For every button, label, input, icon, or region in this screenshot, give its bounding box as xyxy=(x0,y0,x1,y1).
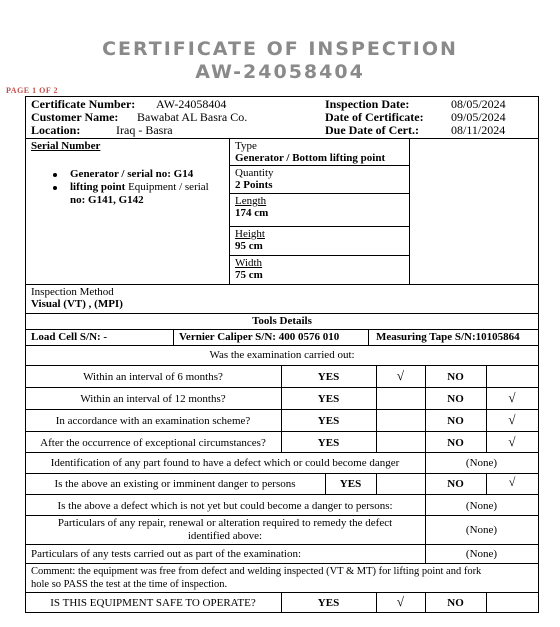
safe-yes-check: √ xyxy=(396,594,405,609)
height-label: Height xyxy=(235,228,265,240)
inspection-date-value: 08/05/2024 xyxy=(451,97,506,111)
bullet-1 xyxy=(53,173,57,177)
height-value: 95 cm xyxy=(235,240,263,252)
exam-row-3-no: NO xyxy=(447,415,464,427)
imminent-danger-yes: YES xyxy=(339,478,362,490)
type-label: Type xyxy=(235,140,257,152)
exam-row-2-no: NO xyxy=(447,393,464,405)
comment-line2: hole so PASS the test at the time of inspection. xyxy=(31,579,228,590)
width-label: Width xyxy=(235,257,263,269)
cert-date-value: 09/05/2024 xyxy=(451,110,506,124)
exam-question: Was the examination carried out: xyxy=(209,349,355,361)
serial-number-label: Serial Number xyxy=(31,140,101,152)
safe-yes: YES xyxy=(317,597,340,609)
tests-value: (None) xyxy=(465,548,498,560)
exam-row-4-yes: YES xyxy=(317,437,340,449)
serial-item-1: Generator / serial no: G14 xyxy=(70,168,194,180)
exam-row-3-label: In accordance with an examination scheme? xyxy=(55,415,251,427)
cert-date-label: Date of Certificate: xyxy=(325,110,424,124)
vernier-caliper: Vernier Caliper S/N: 400 0576 010 xyxy=(179,331,340,343)
identification-value: (None) xyxy=(465,457,498,469)
customer-value: Bawabat AL Basra Co. xyxy=(137,110,248,124)
repair-value: (None) xyxy=(465,524,498,536)
exam-row-3-no-check: √ xyxy=(508,412,516,427)
quantity-value: 2 Points xyxy=(235,179,273,191)
inspection-date-label: Inspection Date: xyxy=(325,97,410,111)
serial-item-2 xyxy=(70,181,209,193)
repair-label-line1: Particulars of any repair, renewal or alteration required to remedy the defect xyxy=(57,517,393,529)
due-date-label: Due Date of Cert.: xyxy=(325,123,419,137)
cert-number-label: Certificate Number: xyxy=(31,97,136,111)
comment-line1: Comment: the equipment was free from defect and welding inspected (VT & MT) for lifting point and fork xyxy=(31,566,482,577)
quantity-label: Quantity xyxy=(235,167,274,179)
customer-label: Customer Name: xyxy=(31,110,119,124)
exam-row-2-yes: YES xyxy=(317,393,340,405)
future-danger-label: Is the above a defect which is not yet but could become a danger to persons: xyxy=(57,500,393,512)
exam-row-1-no: NO xyxy=(447,371,464,383)
tools-title: Tools Details xyxy=(252,315,312,327)
imminent-danger-no-check: √ xyxy=(508,475,516,489)
inspection-method-label: Inspection Method xyxy=(31,286,114,298)
measuring-tape: Measuring Tape S/N:10105864 xyxy=(376,331,520,343)
imminent-danger-label: Is the above an existing or imminent danger to persons xyxy=(54,478,296,490)
exam-row-4-label: After the occurrence of exceptional circumstances? xyxy=(40,437,266,449)
bullet-2 xyxy=(53,186,57,190)
certificate-title: CERTIFICATE OF INSPECTION xyxy=(102,38,458,60)
inspection-method-value: Visual (VT) , (MPI) xyxy=(31,298,123,310)
exam-row-1-yes-check: √ xyxy=(396,368,405,383)
exam-row-1-label: Within an interval of 6 months? xyxy=(83,371,223,383)
exam-row-3-yes: YES xyxy=(317,415,340,427)
load-cell: Load Cell S/N: - xyxy=(31,331,108,343)
cert-number-value: AW-24058404 xyxy=(156,97,227,111)
exam-row-1-yes: YES xyxy=(317,371,340,383)
length-value: 174 cm xyxy=(235,207,269,219)
serial-item-2-rest: Equipment / serial xyxy=(125,181,209,193)
exam-row-4-no-check: √ xyxy=(508,434,516,449)
exam-row-2-label: Within an interval of 12 months? xyxy=(80,393,226,405)
page-label: PAGE 1 OF 2 xyxy=(6,86,58,95)
serial-item-2-bold: lifting point xyxy=(70,181,126,193)
serial-item-2-line2: no: G141, G142 xyxy=(70,194,144,206)
tests-label: Particulars of any tests carried out as part of the examination: xyxy=(31,548,302,560)
exam-row-4-no: NO xyxy=(447,437,464,449)
exam-row-2-no-check: √ xyxy=(508,390,516,405)
future-danger-value: (None) xyxy=(465,500,498,512)
due-date-value: 08/11/2024 xyxy=(451,123,506,137)
imminent-danger-no: NO xyxy=(447,478,464,490)
certificate-number-title: AW-24058404 xyxy=(195,61,365,83)
location-value: Iraq - Basra xyxy=(116,123,173,137)
safe-label: IS THIS EQUIPMENT SAFE TO OPERATE? xyxy=(50,597,256,609)
safe-no: NO xyxy=(447,597,464,609)
type-value: Generator / Bottom lifting point xyxy=(235,152,386,164)
location-label: Location: xyxy=(31,123,81,137)
identification-label: Identification of any part found to have a defect which or could become danger xyxy=(50,457,400,469)
length-label: Length xyxy=(235,195,267,207)
repair-label-line2: identified above: xyxy=(187,530,263,542)
width-value: 75 cm xyxy=(235,269,263,281)
